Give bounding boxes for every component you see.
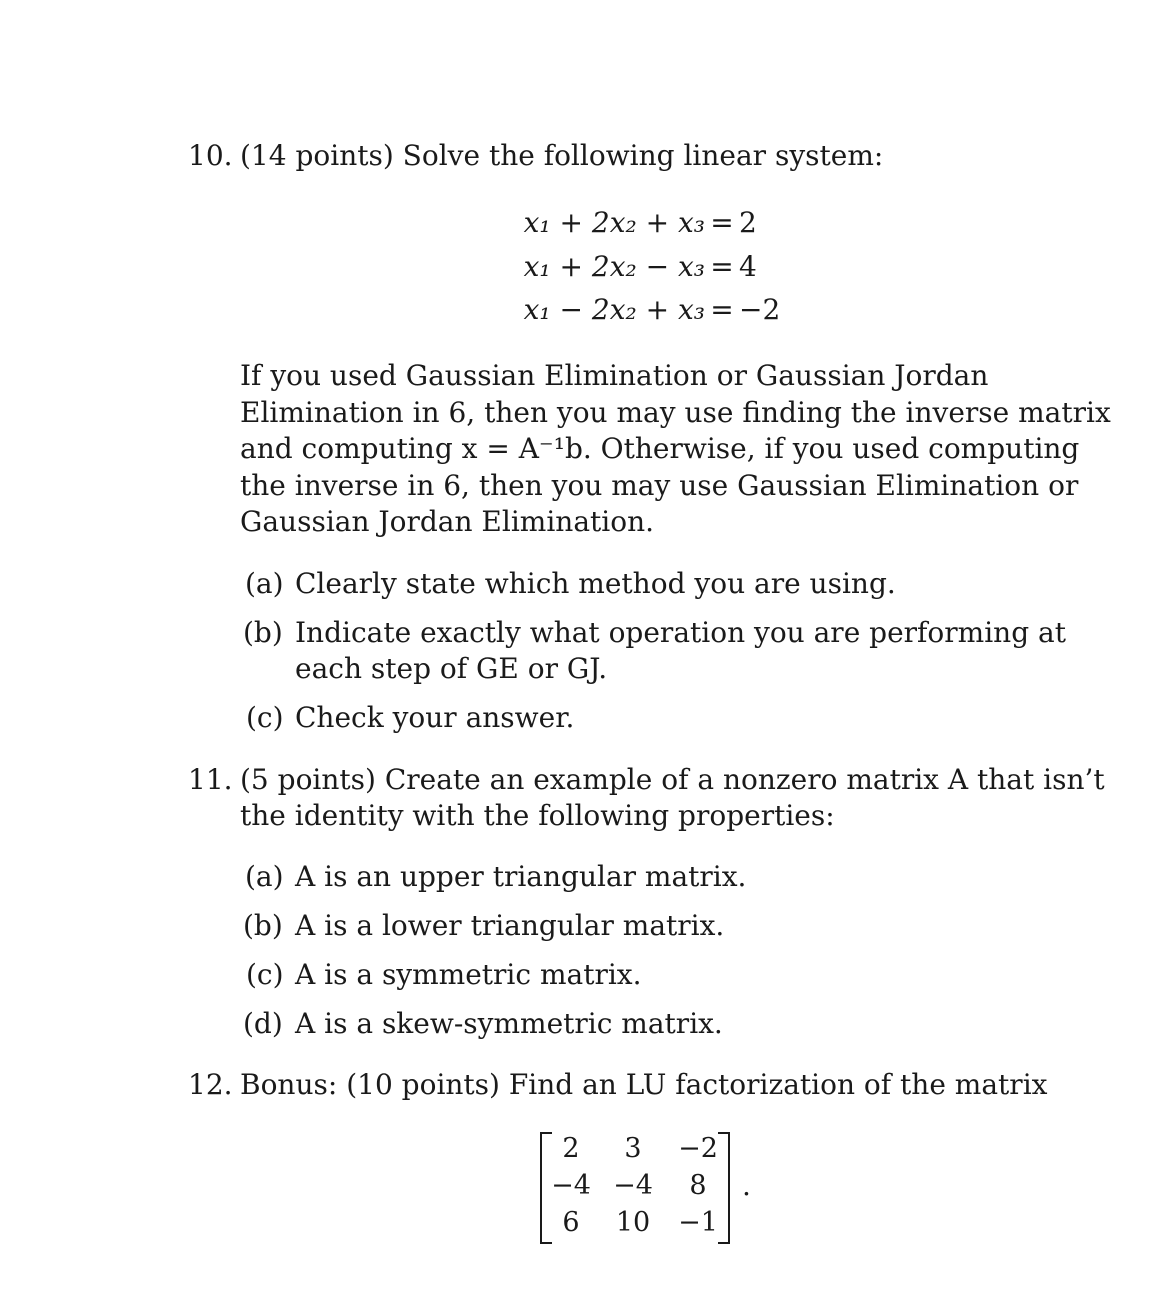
q12-heading: Bonus: (10 points) Find an LU factorization of the matrix xyxy=(240,1068,1048,1101)
q10-number: 10. xyxy=(188,139,233,172)
q10-eq2-rhs: 4 xyxy=(739,250,757,283)
q11-item-a-label: (a) xyxy=(245,860,284,893)
q10-item-c-text: Check your answer. xyxy=(295,701,575,734)
q10-item-c-label: (c) xyxy=(246,701,284,734)
q12-number: 12. xyxy=(188,1068,233,1101)
q11-line-2: the identity with the following properties: xyxy=(240,799,835,832)
q10-item-a-label: (a) xyxy=(245,567,284,600)
q10-eq3-lhs: x₁ − 2x₂ + x₃ xyxy=(523,293,705,326)
matrix-cell-r2c2: −4 xyxy=(613,1170,653,1201)
matrix-cell-r1c3: −2 xyxy=(678,1133,718,1164)
q10-eq3-rhs: −2 xyxy=(739,293,781,326)
q11-item-d-text: A is a skew-symmetric matrix. xyxy=(295,1007,723,1040)
q10-instructions xyxy=(240,358,1111,541)
q10-eq1-rhs: 2 xyxy=(739,206,757,239)
lu-matrix xyxy=(540,1132,730,1244)
q10-heading: (14 points) Solve the following linear system: xyxy=(240,139,884,172)
q10-para-line-3: and computing x = A⁻¹b. Otherwise, if you used computing xyxy=(240,432,1080,465)
q10-item-b-text-1: Indicate exactly what operation you are performing at xyxy=(295,616,1066,649)
matrix-trailing-period: . xyxy=(742,1169,751,1202)
matrix-cell-r2c3: 8 xyxy=(689,1170,707,1201)
q11-item-d-label: (d) xyxy=(243,1007,283,1040)
matrix-cell-r3c1: 6 xyxy=(562,1207,580,1238)
matrix-cell-r3c3: −1 xyxy=(678,1207,718,1238)
q10-equation-1: x₁ + 2x₂ + x₃ = 2 xyxy=(510,205,757,241)
q11-item-a-text: A is an upper triangular matrix. xyxy=(295,860,747,893)
q10-para-line-4: the inverse in 6, then you may use Gaussian Elimination or xyxy=(240,468,1079,502)
q10-para-line-2: Elimination in 6, then you may use finding the inverse matrix xyxy=(240,395,1111,429)
q11-number: 11. xyxy=(188,763,233,796)
q11-line-1: (5 points) Create an example of a nonzero matrix A that isn’t xyxy=(240,763,1105,796)
matrix-cell-r1c2: 3 xyxy=(624,1133,642,1164)
matrix-cell-r1c1: 2 xyxy=(562,1133,580,1164)
q10-equation-2: x₁ + 2x₂ − x₃ = 4 xyxy=(510,249,757,285)
q10-item-a-text: Clearly state which method you are using. xyxy=(295,567,896,600)
q10-para-line-1: If you used Gaussian Elimination or Gaussian Jordan xyxy=(240,359,989,392)
matrix-cell-r2c1: −4 xyxy=(551,1170,591,1201)
q10-equation-3: x₁ − 2x₂ + x₃ = −2 xyxy=(510,292,780,328)
q10-item-b-text-2: each step of GE or GJ. xyxy=(295,652,608,685)
q11-item-c-label: (c) xyxy=(246,958,284,991)
q10-para-line-5: Gaussian Jordan Elimination. xyxy=(240,505,655,538)
q10-item-b-label: (b) xyxy=(243,616,283,649)
matrix-cell-r3c2: 10 xyxy=(615,1207,651,1238)
q11-item-b-label: (b) xyxy=(243,909,283,942)
q11-item-b-text: A is a lower triangular matrix. xyxy=(295,909,725,942)
q11-item-c-text: A is a symmetric matrix. xyxy=(295,958,642,991)
q10-eq2-lhs: x₁ + 2x₂ − x₃ xyxy=(523,250,705,283)
q10-eq1-lhs: x₁ + 2x₂ + x₃ xyxy=(523,206,705,239)
